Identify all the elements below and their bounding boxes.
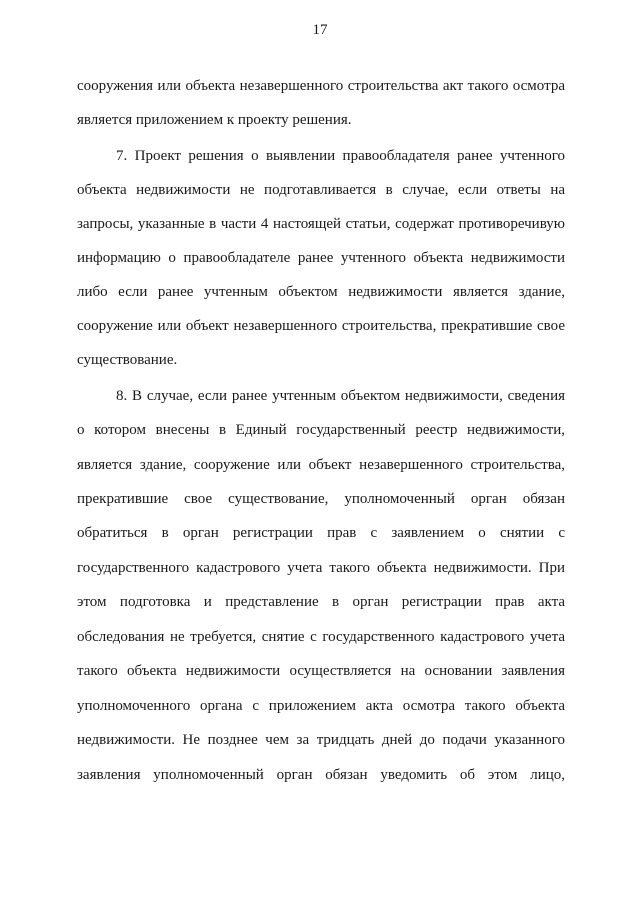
page-number: 17 [312,22,328,38]
text-line: 7. Проект решения о выявлении правообладателя ранее учтенного [116,148,565,164]
text-line: уполномоченного органа с приложением акта осмотра такого объекта [77,698,565,714]
text-line: объекта недвижимости не подготавливается в случае, если ответы на [77,182,565,198]
text-line: обследования не требуется, снятие с государственного кадастрового учета [77,629,565,645]
text-line: такого объекта недвижимости осуществляется на основании заявления [77,663,565,679]
text-line: либо если ранее учтенным объектом недвижимости является здание, [77,284,565,300]
text-line: прекратившие свое существование, уполномоченный орган обязан [77,491,565,507]
text-line: этом подготовка и представление в орган регистрации прав акта [77,594,565,610]
text-line: 8. В случае, если ранее учтенным объектом недвижимости, сведения [116,388,565,404]
text-line: является здание, сооружение или объект незавершенного строительства, [77,457,565,473]
text-line: существование. [77,352,178,368]
text-line: информацию о правообладателе ранее учтенного объекта недвижимости [77,250,565,266]
text-line: недвижимости. Не позднее чем за тридцать дней до подачи указанного [77,732,565,748]
text-line: обратиться в орган регистрации прав с заявлением о снятии с [77,525,565,541]
text-line: является приложением к проекту решения. [77,112,352,128]
text-line: государственного кадастрового учета такого объекта недвижимости. При [77,560,565,576]
text-line: заявления уполномоченный орган обязан уведомить об этом лицо, [77,767,565,783]
text-line: о котором внесены в Единый государственный реестр недвижимости, [77,422,565,438]
text-line: сооружение или объект незавершенного строительства, прекратившие свое [77,318,565,334]
text-line: запросы, указанные в части 4 настоящей статьи, содержат противоречивую [77,216,565,232]
text-line: сооружения или объекта незавершенного строительства акт такого осмотра [77,78,565,94]
